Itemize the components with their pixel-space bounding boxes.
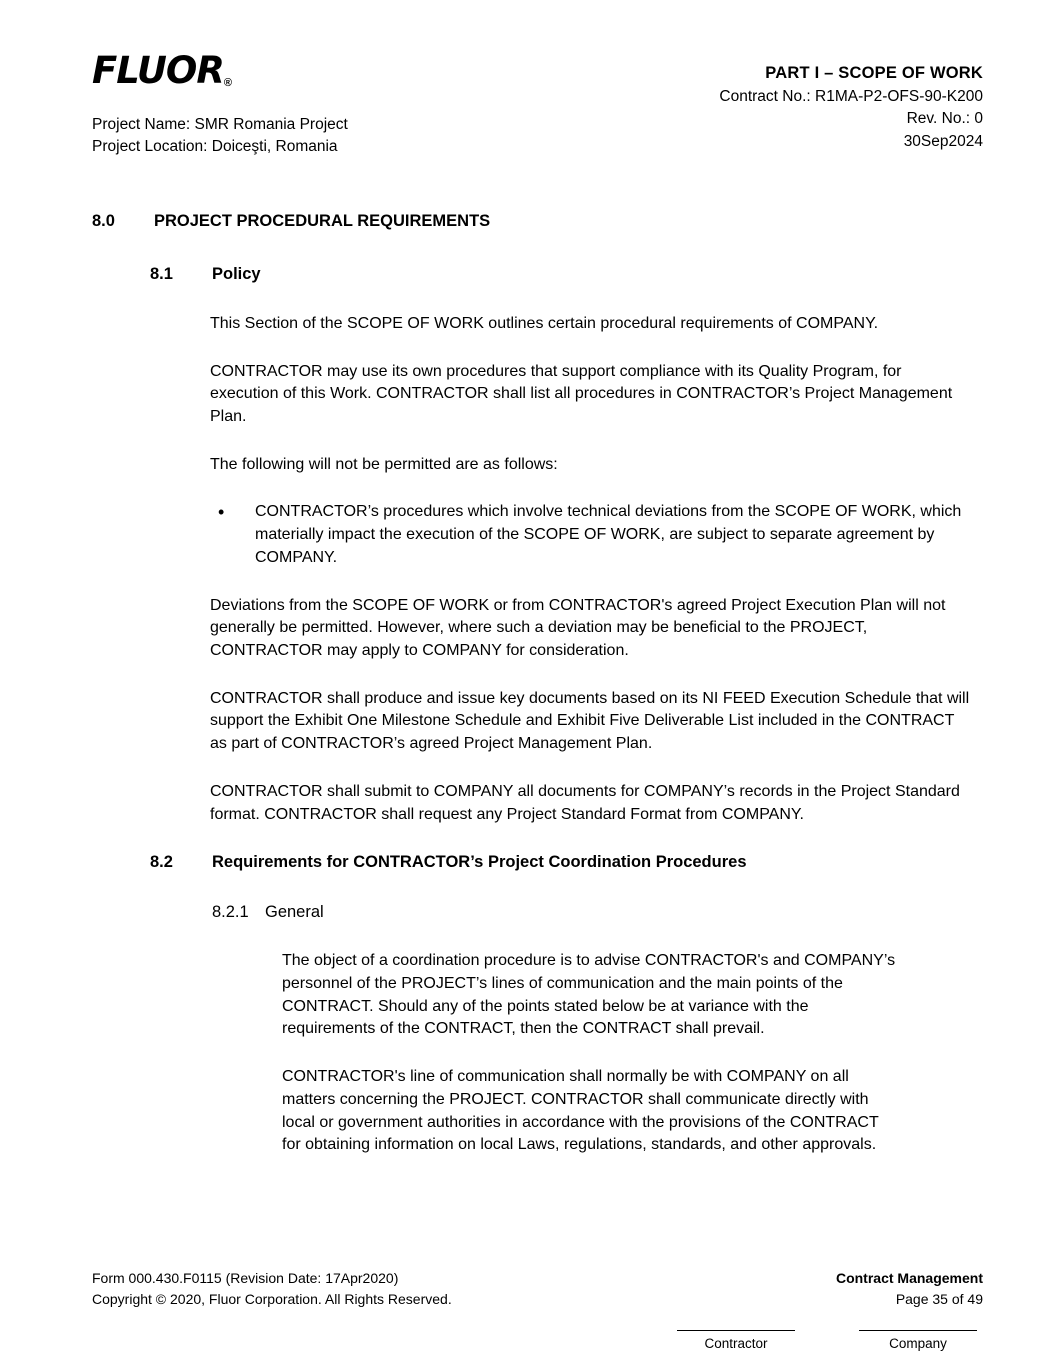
signature-company-label: Company bbox=[889, 1336, 947, 1351]
paragraph-5: CONTRACTOR shall produce and issue key documents based on its NI FEED Execution Schedule that will support the Exhibit One Milestone Schedule and Exhibit Five Deliverable List included in the CONTRACT as part of CONTRACTOR’s agreed Project Management Plan. bbox=[210, 689, 970, 753]
contract-number: Contract No.: R1MA-P2-OFS-90-K200 bbox=[719, 87, 983, 105]
page-footer bbox=[92, 1268, 983, 1309]
form-line: Form 000.430.F0115 (Revision Date: 17Apr2020) bbox=[92, 1270, 399, 1287]
footer-right bbox=[836, 1268, 983, 1309]
paragraph-1: This Section of the SCOPE OF WORK outlines certain procedural requirements of COMPANY. bbox=[210, 314, 879, 332]
section-8-2-number: 8.2 bbox=[150, 853, 173, 872]
paragraph-7: The object of a coordination procedure is to advise CONTRACTOR's and COMPANY’s personnel of the PROJECT’s lines of communication and the main points of the CONTRACT. Should any of the points stated below be at variance with the requirements of the CONTRACT, then the CONTRACT shall prevail. bbox=[282, 952, 896, 1038]
section-8-1-title: Policy bbox=[212, 265, 261, 284]
section-8-1-number: 8.1 bbox=[150, 265, 173, 284]
footer-left bbox=[92, 1268, 452, 1309]
fluor-logo-text: FLUOR bbox=[92, 49, 224, 92]
section-8-title: PROJECT PROCEDURAL REQUIREMENTS bbox=[154, 212, 491, 230]
document-meta bbox=[719, 62, 983, 153]
signature-line bbox=[677, 1330, 795, 1331]
footer-owner: Contract Management bbox=[835, 1270, 983, 1287]
page-number: Page 35 of 49 bbox=[895, 1290, 983, 1307]
document-body bbox=[92, 210, 983, 1157]
paragraph-2: CONTRACTOR may use its own procedures that support compliance with its Quality Program, for execution of this Work. CONTRACTOR shall list all procedures in CONTRACTOR’s Project Management Plan. bbox=[210, 362, 953, 425]
section-8-2-1-number: 8.2.1 bbox=[212, 902, 249, 921]
signature-area bbox=[671, 1330, 983, 1351]
fluor-logo bbox=[92, 49, 232, 92]
signature-line bbox=[859, 1330, 977, 1331]
project-name: Project Name: SMR Romania Project bbox=[92, 116, 348, 133]
section-8-2-title: Requirements for CONTRACTOR’s Project Coordination Procedures bbox=[212, 853, 747, 872]
section-8-number: 8.0 bbox=[92, 212, 115, 230]
document-title: PART I – SCOPE OF WORK bbox=[765, 64, 983, 82]
signature-contractor-label: Contractor bbox=[704, 1336, 768, 1351]
copyright-line: Copyright © 2020, Fluor Corporation. All Rights Reserved. bbox=[92, 1290, 452, 1307]
bullet-list bbox=[92, 501, 983, 569]
paragraph-8: CONTRACTOR's line of communication shall normally be with COMPANY on all matters concerning the PROJECT. CONTRACTOR shall communicate directly with local or government authorities in accordance with the provisions of the CONTRACT for obtaining information on local Laws, regulations, standards, and other approvals. bbox=[282, 1068, 879, 1154]
list-item: • CONTRACTOR’s procedures which involve technical deviations from the SCOPE OF WORK, which materially impact the execution of the SCOPE OF WORK, are subject to separate agreement by COMPANY. bbox=[210, 501, 973, 569]
paragraph-3: The following will not be permitted are as follows: bbox=[210, 455, 558, 473]
heading-section-8-2 bbox=[92, 851, 983, 874]
heading-section-8-1 bbox=[92, 263, 983, 286]
paragraph-4: Deviations from the SCOPE OF WORK or from CONTRACTOR's agreed Project Execution Plan will not generally be permitted. However, where such a deviation may be beneficial to the PROJECT, CONTRACTOR may apply to COMPANY for consideration. bbox=[210, 596, 946, 660]
project-info bbox=[92, 114, 348, 159]
signature-contractor bbox=[671, 1330, 801, 1351]
heading-section-8-2-1 bbox=[92, 901, 983, 924]
revision-number: Rev. No.: 0 bbox=[906, 110, 983, 128]
paragraph-6: CONTRACTOR shall submit to COMPANY all documents for COMPANY’s records in the Project Standard format. CONTRACTOR shall request any Project Standard Format from COMPANY. bbox=[210, 782, 960, 823]
section-8-2-1-title: General bbox=[265, 902, 324, 921]
signature-company bbox=[853, 1330, 983, 1351]
page-header bbox=[92, 49, 983, 170]
registered-mark-icon: ® bbox=[223, 77, 232, 89]
project-location: Project Location: Doiceşti, Romania bbox=[92, 138, 338, 156]
heading-section-8 bbox=[92, 210, 983, 233]
document-date: 30Sep2024 bbox=[903, 132, 983, 150]
